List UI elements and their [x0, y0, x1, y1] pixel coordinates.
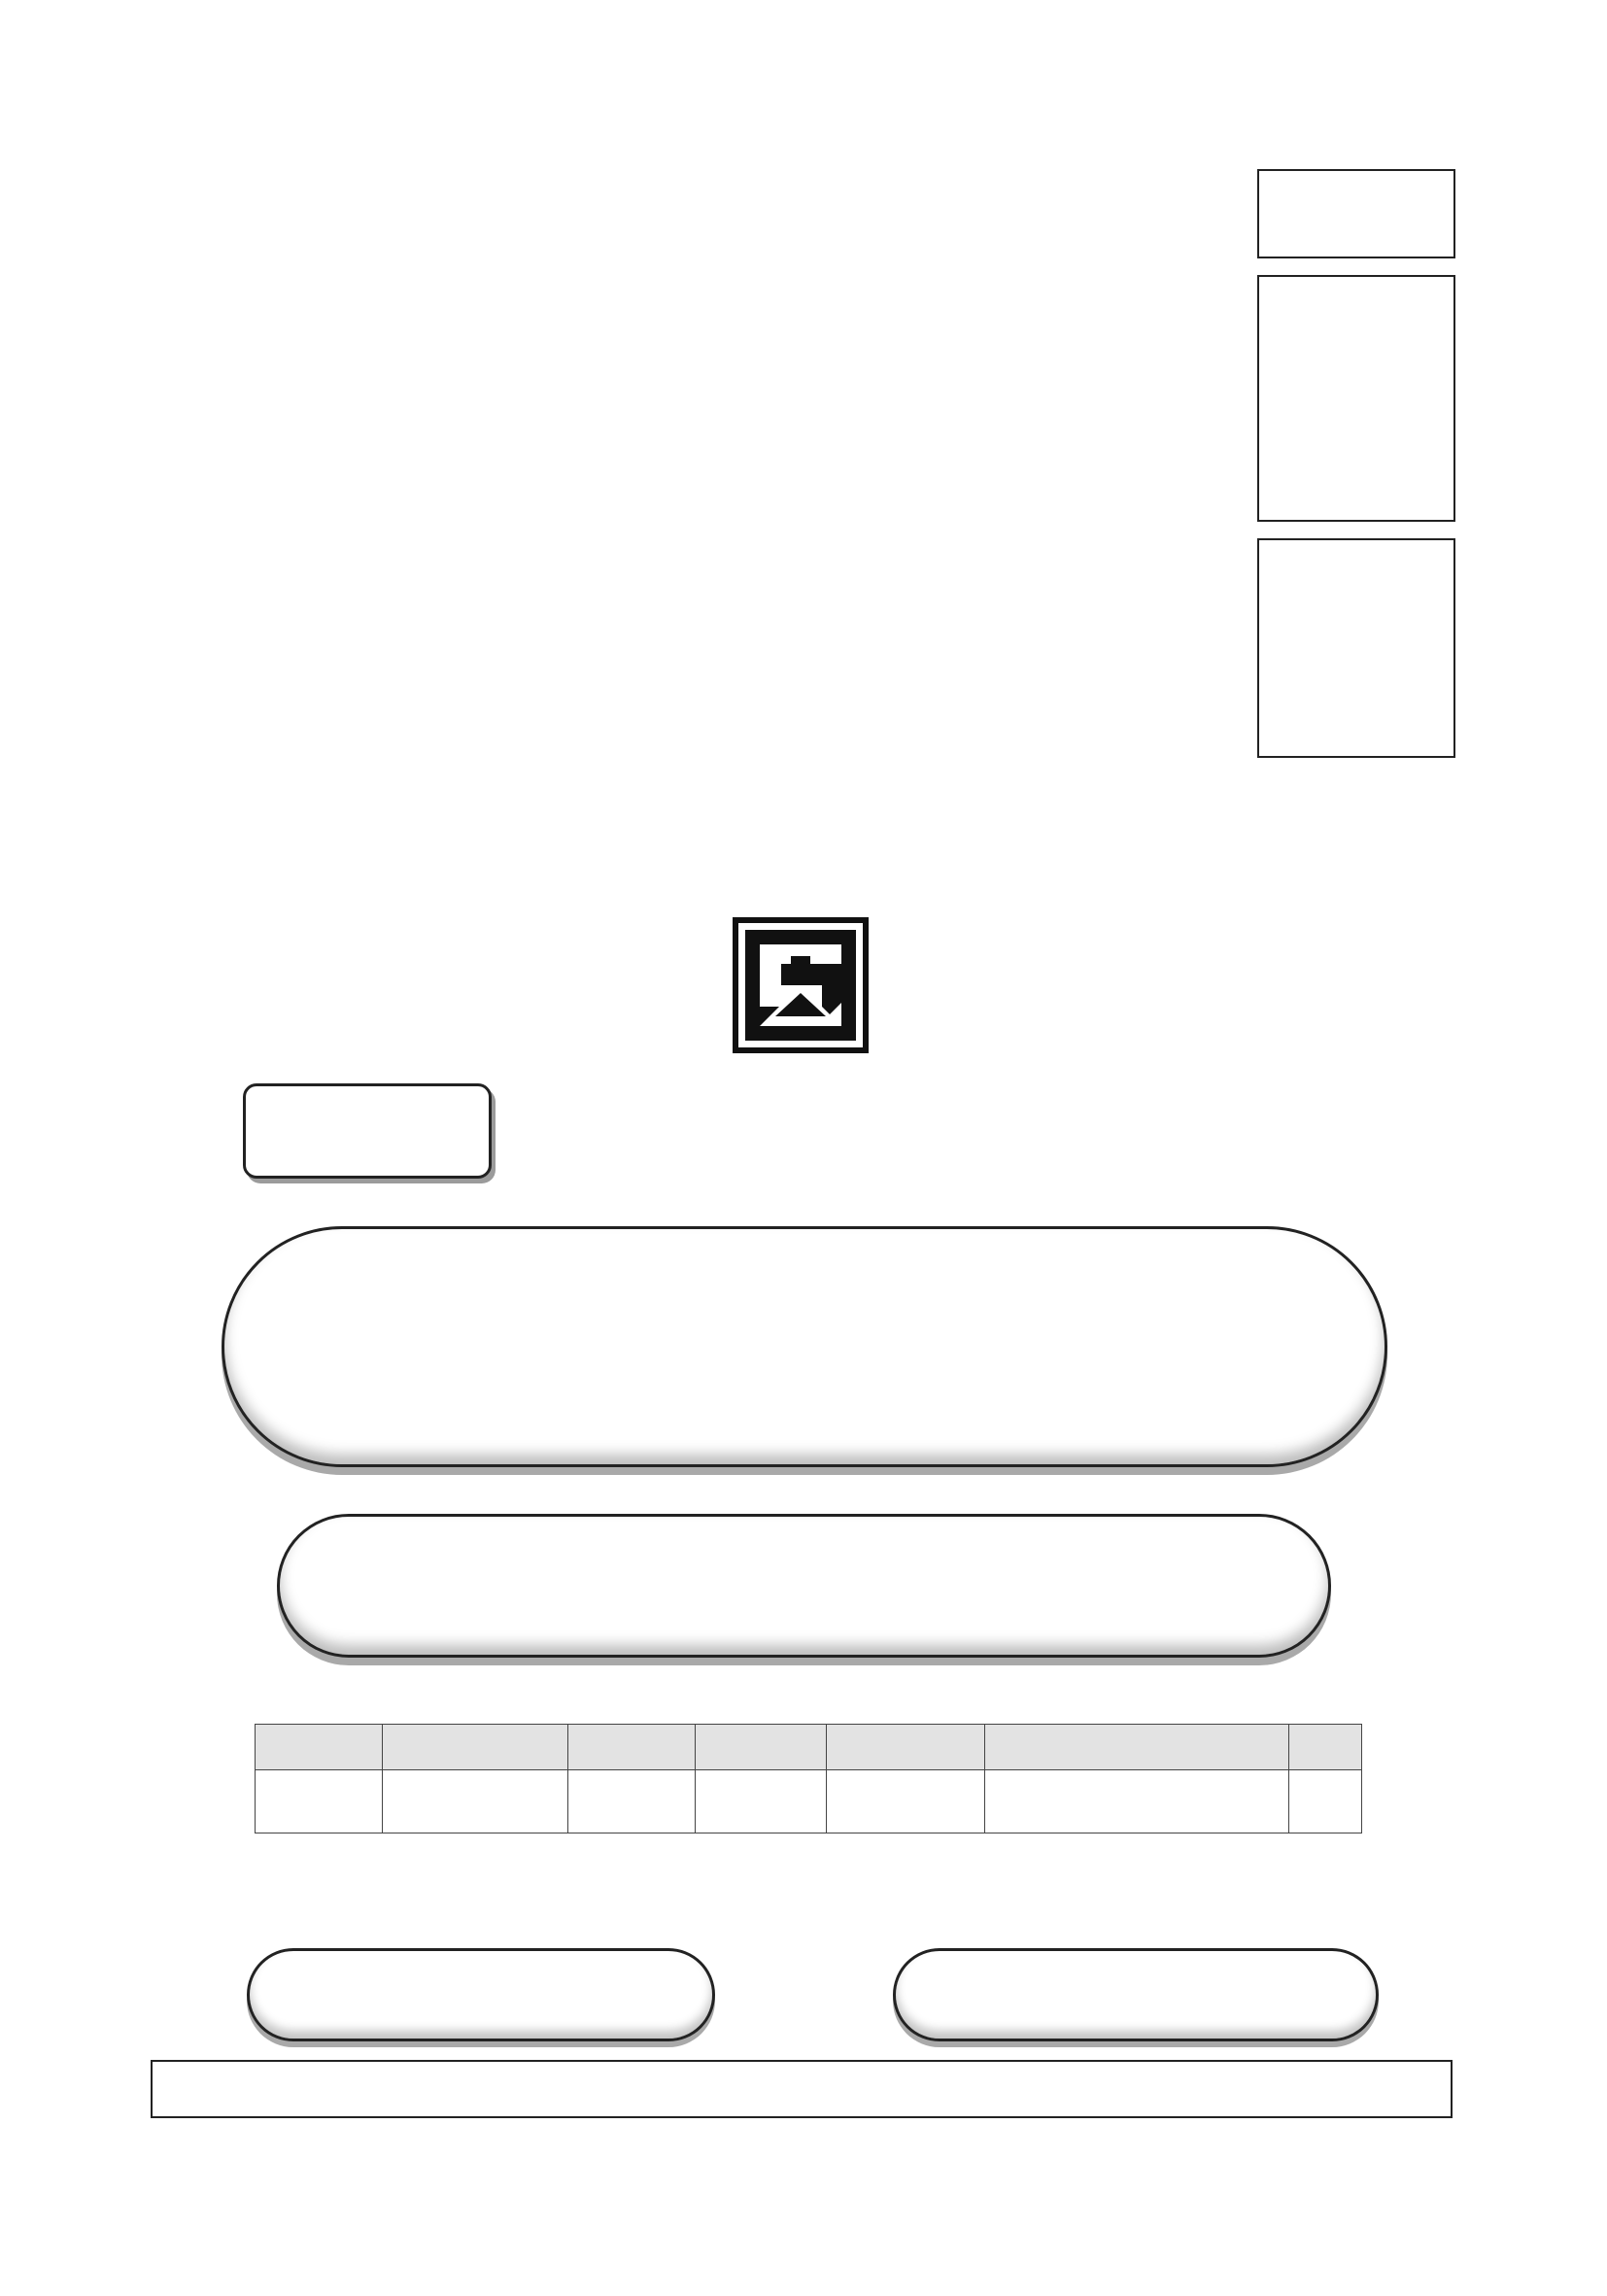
col-header-to: [568, 1725, 696, 1770]
cell-from: [696, 1770, 827, 1833]
subjects-table: [255, 1724, 1362, 1833]
negative-marking-notice: [247, 1948, 715, 2041]
col-header-notes: [256, 1725, 383, 1770]
copyright-notice: [151, 2060, 1453, 2118]
control-code-box: [1257, 275, 1455, 522]
calculator-notice: [893, 1948, 1379, 2041]
col-header-subject: [985, 1725, 1289, 1770]
cell-row: [1289, 1770, 1362, 1833]
table-row: [256, 1770, 1362, 1833]
cell-notes: [256, 1770, 383, 1833]
col-header-time: [383, 1725, 568, 1770]
barcode-label: [377, 253, 412, 340]
exam-title-banner: [222, 1226, 1387, 1467]
cell-to: [568, 1770, 696, 1833]
col-header-row: [1289, 1725, 1362, 1770]
exam-group-banner: [277, 1514, 1331, 1658]
cell-time: [383, 1770, 568, 1833]
col-header-count: [827, 1725, 985, 1770]
table-header-row: [256, 1725, 1362, 1770]
col-header-from: [696, 1725, 827, 1770]
control-code-label-box: [1257, 169, 1455, 258]
booklet-number: [243, 1083, 492, 1179]
cell-subject: [985, 1770, 1289, 1833]
form-letter-box: [1257, 538, 1455, 758]
cell-count: [827, 1770, 985, 1833]
sanjesh-logo-icon: [733, 917, 869, 1053]
barcode: [153, 226, 374, 540]
